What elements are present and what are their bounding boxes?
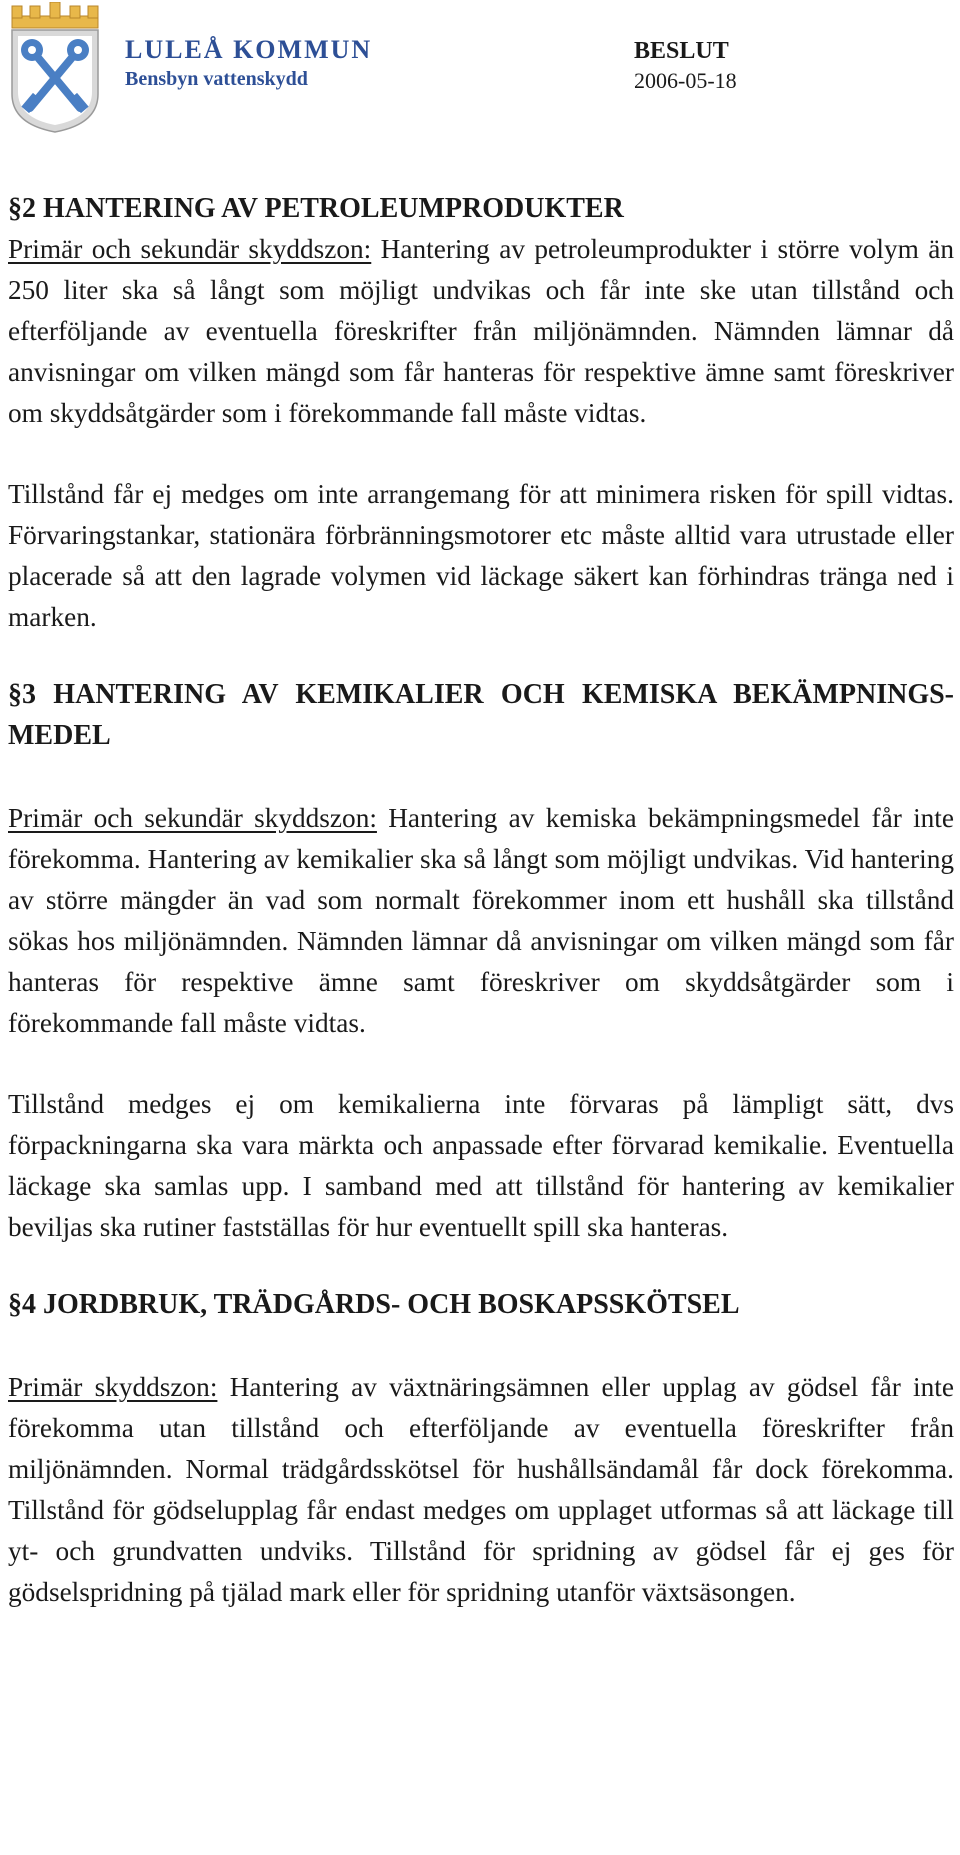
section-3-paragraph-1-text: Hantering av kemiska bekämpningsmedel får inte förekomma. Hantering av kemikalier ska så långt som möjligt undvikas. Vid hantering av större mängder än vad som normalt förekommer inom ett hushåll ska tillstånd sökas hos miljönämnden. Nämnden lämnar då anvisningar om vilken mängd som får hanteras för respektive ämne samt föreskriver om skyddsåtgärder som i förekommande fall måste vidtas.	[8, 803, 954, 1038]
section-4-zone-label: Primär skyddszon:	[8, 1372, 218, 1402]
section-3-paragraph-1	[8, 798, 954, 1044]
section-3-zone-label: Primär och sekundär skyddszon:	[8, 803, 377, 833]
department-name: Bensbyn vattenskydd	[125, 68, 308, 90]
document-date: 2006-05-18	[634, 68, 737, 93]
section-2-paragraph-2: Tillstånd får ej medges om inte arrangemang för att minimera risken för spill vidtas. Förvaringstankar, stationära förbränningsmotorer etc måste alltid vara utrustade eller placerade så att den lagrade volymen vid läckage säkert kan förhindras tränga ned i marken.	[8, 479, 954, 632]
organization-name: LULEÅ KOMMUN	[125, 35, 373, 64]
section-4-paragraph-1-text: Hantering av växtnäringsämnen eller upplag av gödsel får inte förekomma utan tillstånd och efterföljande av eventuella föreskrifter från miljönämnden. Normal trädgårdsskötsel för hushållsändamål får dock förekomma. Tillstånd för gödselupplag får endast medges om upplaget utformas så att läckage till yt- och grundvatten undviks. Tillstånd för spridning av gödsel får ej ges för gödselspridning på tjälad mark eller för spridning utanför växtsäsongen.	[8, 1372, 954, 1607]
lulea-coat-of-arms-icon	[8, 2, 102, 134]
section-2-paragraph-1	[8, 229, 954, 434]
section-2-paragraph-1-text: Hantering av petroleumprodukter i större volym än 250 liter ska så långt som möjligt undvikas och får inte ske utan tillstånd och efterföljande av eventuella föreskrifter från miljönämnden. Nämnden lämnar då anvisningar om vilken mängd som får hanteras för respektive ämne samt föreskriver om skyddsåtgärder som i förekommande fall måste vidtas.	[8, 234, 954, 428]
section-3-paragraph-2: Tillstånd medges ej om kemikalierna inte förvaras på lämpligt sätt, dvs förpackningarna ska vara märkta och anpassade efter förvarad kemikalie. Eventuella läckage ska samlas upp. I samband med att tillstånd för hantering av kemikalier beviljas ska rutiner fastställas för hur eventuellt spill ska hanteras.	[8, 1089, 954, 1242]
section-3-heading: §3 HANTERING AV KEMIKALIER OCH KEMISKA BEKÄMPNINGS-MEDEL	[8, 679, 954, 751]
document-type: BESLUT	[634, 38, 729, 64]
document-body	[8, 188, 954, 1613]
section-4-paragraph-1	[8, 1367, 954, 1613]
section-2-zone-label: Primär och sekundär skyddszon:	[8, 234, 372, 264]
section-4-heading: §4 JORDBRUK, TRÄDGÅRDS- OCH BOSKAPSSKÖTSEL	[8, 1289, 740, 1320]
section-2-heading: §2 HANTERING AV PETROLEUMPRODUKTER	[8, 193, 624, 224]
